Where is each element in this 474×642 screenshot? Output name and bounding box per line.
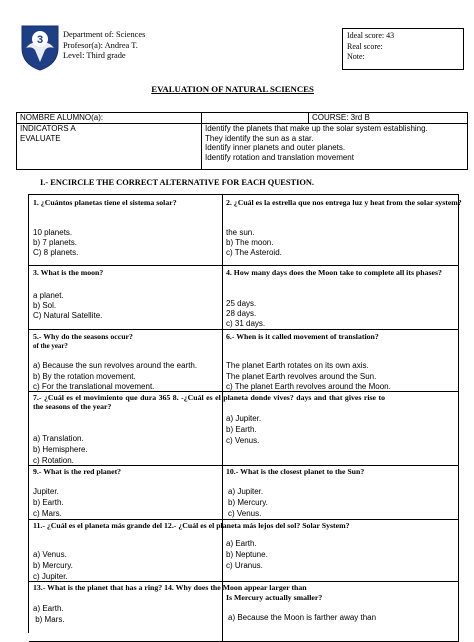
- q7-option[interactable]: a) Translation.: [33, 434, 84, 443]
- q8-option[interactable]: a) Jupiter.: [226, 414, 262, 423]
- question-2: 2. ¿Cuál es la estrella que nos entrega luz y heat from the solar system?: [226, 198, 462, 207]
- question-9: 9.- What is the red planet?: [33, 467, 122, 476]
- q13-option[interactable]: a) Earth.: [33, 604, 64, 613]
- student-info-table: [16, 112, 468, 170]
- q6-option[interactable]: The planet Earth rotates on its own axis.: [226, 361, 369, 370]
- q4-option[interactable]: c) 31 days.: [226, 319, 266, 328]
- question-4: 4. How many days does the Moon take to complete all its phases?: [226, 268, 442, 277]
- score-box: [342, 28, 464, 70]
- q9-option[interactable]: b) Earth.: [33, 498, 64, 507]
- student-name-blank[interactable]: [202, 113, 309, 124]
- q14-option[interactable]: a) Because the Moon is farther away than: [228, 613, 377, 622]
- q1-option[interactable]: b) 7 planets.: [33, 238, 78, 247]
- q10-option[interactable]: a) Jupiter.: [228, 487, 264, 496]
- q3-option[interactable]: a planet.: [33, 291, 64, 300]
- question-5-sub: of the year?: [33, 343, 68, 350]
- q10-option[interactable]: c) Venus.: [228, 509, 262, 518]
- q1-option[interactable]: C) 8 planets.: [33, 248, 79, 257]
- svg-text:3: 3: [36, 34, 44, 46]
- question-5: 5.- Why do the seasons occur?: [33, 332, 133, 341]
- q6-option[interactable]: The planet Earth revolves around the Sun.: [226, 372, 377, 381]
- question-11-12: 11.- ¿Cuál es el planeta más grande del 12.- ¿Cuál es el planeta más lejos del sol? Solar System?: [33, 521, 350, 530]
- ideal-score: Ideal score: 43: [347, 31, 395, 40]
- q5-option[interactable]: b) By the rotation movement.: [33, 372, 136, 381]
- q9-option[interactable]: c) Mars.: [33, 509, 62, 518]
- q5-option[interactable]: c) For the translational movement.: [33, 382, 155, 391]
- question-10: 10.- What is the closest planet to the Sun?: [226, 467, 365, 476]
- q7-option[interactable]: c) Rotation.: [33, 456, 74, 465]
- q9-option[interactable]: Jupiter.: [33, 487, 59, 496]
- department-line: Department of: Sciences: [63, 30, 146, 39]
- course-cell: COURSE: 3rd B: [309, 113, 468, 124]
- q11-option[interactable]: a) Venus.: [33, 550, 67, 559]
- q12-option[interactable]: b) Neptune.: [226, 550, 268, 559]
- q4-option[interactable]: 28 days.: [226, 309, 257, 318]
- q8-option[interactable]: c) Venus.: [226, 436, 260, 445]
- q12-option[interactable]: a) Earth.: [226, 539, 257, 548]
- teacher-line: Profesor(a): Andrea T.: [63, 40, 138, 50]
- q6-option[interactable]: c) The planet Earth revolves around the Moon.: [226, 382, 391, 391]
- question-1: 1. ¿Cuántos planetas tiene el sistema solar?: [33, 198, 177, 207]
- note-field: Note:: [347, 52, 365, 61]
- q7-option[interactable]: b) Hemisphere.: [33, 445, 88, 454]
- q11-option[interactable]: b) Mercury.: [33, 561, 73, 570]
- question-7-8: 7.- ¿Cuál es el movimiento que dura 365 8. -¿Cuál es el planeta donde vives? days and that gives rise to the seasons of the year?: [33, 393, 385, 412]
- question-14-continued: Is Mercury actually smaller?: [226, 593, 323, 602]
- q13-option[interactable]: b) Mars.: [33, 615, 65, 624]
- q12-option[interactable]: c) Uranus.: [226, 561, 263, 570]
- indicator-item: Identify rotation and translation movement: [205, 152, 354, 162]
- q8-option[interactable]: b) Earth.: [226, 425, 257, 434]
- indicators-label: INDICATORS A EVALUATE: [17, 124, 202, 170]
- page-title: EVALUATION OF NATURAL SCIENCES: [151, 84, 314, 94]
- q2-option[interactable]: b) The moon.: [226, 238, 274, 247]
- q10-option[interactable]: b) Mercury.: [228, 498, 268, 507]
- student-name-field[interactable]: NOMBRE ALUMNO(a):: [17, 113, 202, 124]
- question-13-14: 13.- What is the planet that has a ring? 14. Why does the Moon appear larger than: [33, 583, 307, 592]
- q2-option[interactable]: c) The Asteroid.: [226, 248, 282, 257]
- indicators-list: [202, 124, 468, 170]
- q4-option[interactable]: 25 days.: [226, 299, 257, 308]
- indicator-item: Identify inner planets and outer planets.: [205, 143, 346, 153]
- indicator-item: Identify the planets that make up the solar system establishing.: [205, 124, 428, 133]
- question-3: 3. What is the moon?: [33, 268, 104, 277]
- q2-option[interactable]: the sun.: [226, 228, 255, 237]
- q5-option[interactable]: a) Because the sun revolves around the earth.: [33, 361, 198, 370]
- level-line: Level: Third grade: [63, 51, 126, 60]
- q11-option[interactable]: c) Jupiter.: [33, 572, 68, 581]
- question-6: 6.- When is it called movement of translation?: [226, 332, 379, 341]
- school-crest-logo: [18, 22, 62, 72]
- real-score: Real score:: [347, 41, 383, 51]
- indicator-item: They identify the sun as a star.: [205, 133, 314, 143]
- section-title: I.- ENCIRCLE THE CORRECT ALTERNATIVE FOR EACH QUESTION.: [40, 178, 315, 187]
- department-info: [63, 30, 145, 62]
- q1-option[interactable]: 10 planets.: [33, 228, 73, 237]
- q3-option[interactable]: C) Natural Satellite.: [33, 311, 103, 320]
- q3-option[interactable]: b) Sol.: [33, 301, 57, 310]
